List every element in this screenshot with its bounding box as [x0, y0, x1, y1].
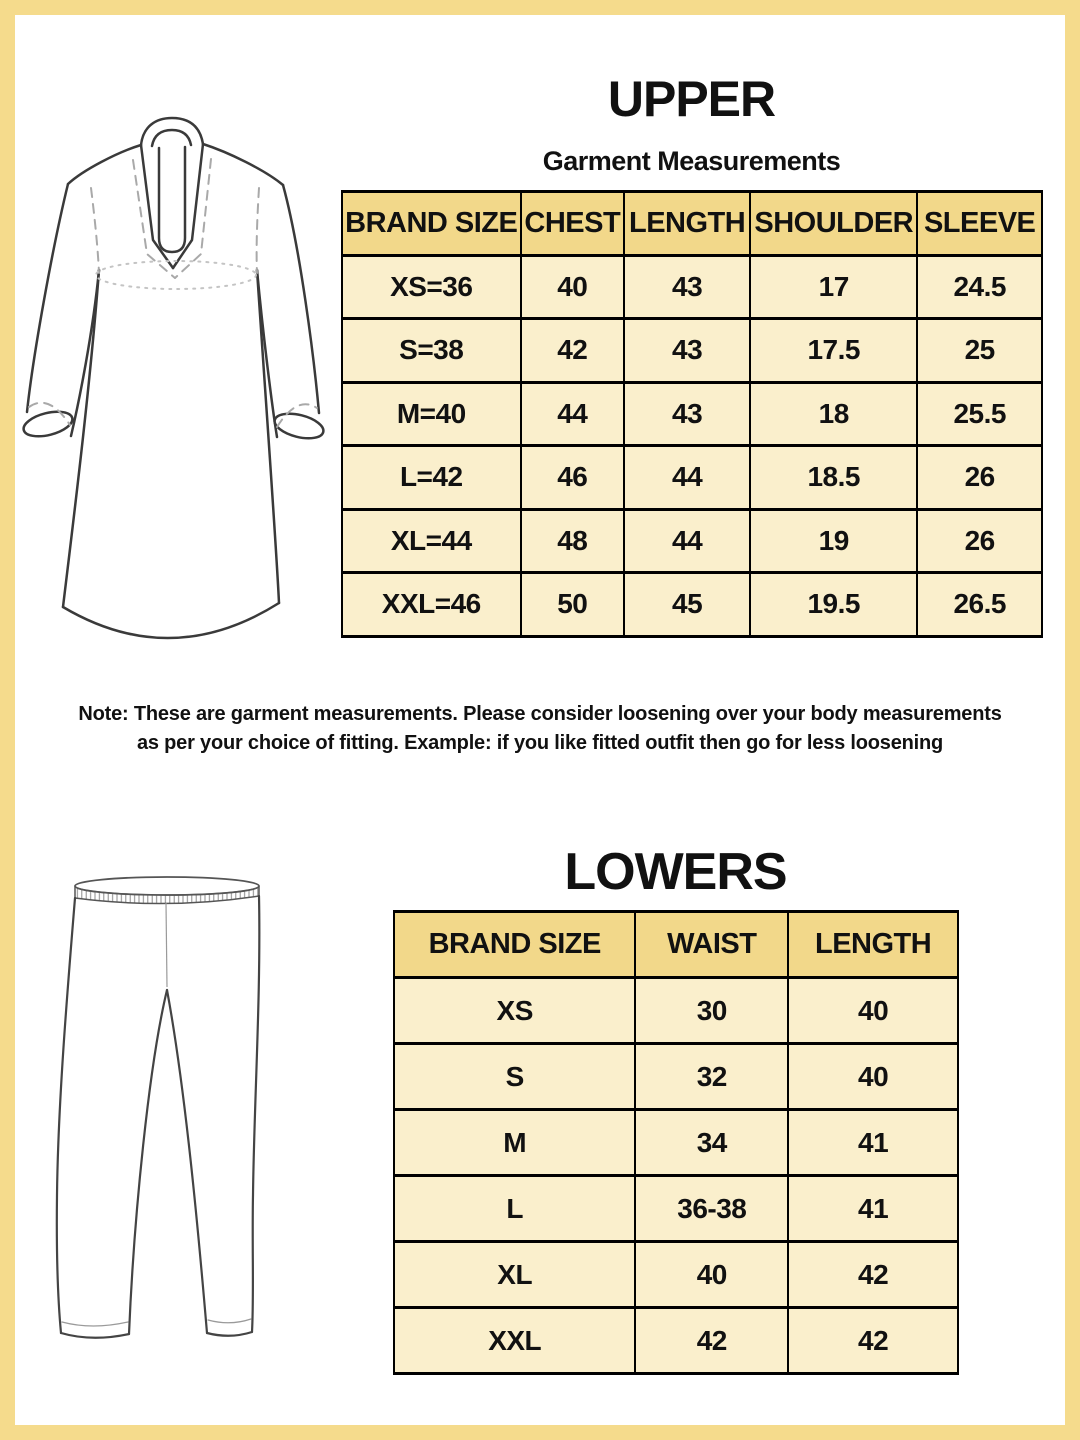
measurement-cell: 43	[624, 255, 750, 319]
table-row	[342, 319, 1042, 383]
pants-left-cuff-line	[62, 1322, 128, 1326]
column-header: SLEEVE	[917, 192, 1042, 256]
column-header: BRAND SIZE	[342, 192, 521, 256]
header-row	[342, 192, 1042, 256]
measurement-cell: 25	[917, 319, 1042, 383]
lowers-measurements-table-wrap	[393, 910, 959, 1375]
pants-right-outer-leg	[252, 896, 259, 1332]
table-row	[394, 1242, 958, 1308]
upper-section-title: UPPER	[607, 71, 776, 127]
measurement-cell: 42	[788, 1308, 958, 1374]
pants-left-outer-leg	[57, 898, 75, 1333]
measurement-cell: 44	[521, 382, 625, 446]
kurta-left-sleeve-outer	[27, 184, 68, 412]
measurement-cell: 40	[788, 1044, 958, 1110]
kurta-left-shoulder-line	[68, 145, 141, 184]
kurta-right-sleeve-outer	[283, 185, 319, 413]
pants-left-hem	[61, 1333, 129, 1338]
kurta-left-cuff	[21, 407, 75, 440]
kurta-placket-outer-left	[141, 145, 173, 268]
table-row	[394, 978, 958, 1044]
brand-size-cell: M=40	[342, 382, 521, 446]
measurement-cell: 40	[635, 1242, 788, 1308]
kurta-right-cuff	[272, 409, 326, 442]
pants-right-cuff-line	[208, 1319, 251, 1323]
measurement-cell: 26.5	[917, 573, 1042, 637]
kurta-dashed-armhole-right	[257, 188, 259, 273]
pants-center-front-line	[166, 903, 167, 987]
pants-right-inseam	[167, 990, 207, 1333]
measurement-cell: 24.5	[917, 255, 1042, 319]
table-row	[342, 382, 1042, 446]
measurement-cell: 44	[624, 509, 750, 573]
kurta-placket-outer-right	[173, 144, 203, 268]
measurement-cell: 30	[635, 978, 788, 1044]
kurta-collar-inner	[152, 130, 191, 146]
column-header: CHEST	[521, 192, 625, 256]
measurement-cell: 46	[521, 446, 625, 510]
brand-size-cell: XS=36	[342, 255, 521, 319]
brand-size-cell: XXL=46	[342, 573, 521, 637]
brand-size-cell: M	[394, 1110, 635, 1176]
measurement-cell: 26	[917, 446, 1042, 510]
kurta-left-side	[63, 270, 99, 607]
measurement-cell: 44	[624, 446, 750, 510]
table-row	[342, 446, 1042, 510]
brand-size-cell: S	[394, 1044, 635, 1110]
table-row	[394, 1176, 958, 1242]
measurement-cell: 40	[521, 255, 625, 319]
kurta-collar-outer	[141, 118, 203, 145]
kurta-hem	[63, 603, 279, 638]
measurement-cell: 18	[750, 382, 917, 446]
column-header: LENGTH	[624, 192, 750, 256]
measurement-cell: 42	[788, 1242, 958, 1308]
upper-measurements-table-wrap	[341, 190, 1043, 638]
measurement-cell: 18.5	[750, 446, 917, 510]
table-row	[342, 509, 1042, 573]
brand-size-cell: S=38	[342, 319, 521, 383]
measurement-cell: 40	[788, 978, 958, 1044]
measurement-cell: 36-38	[635, 1176, 788, 1242]
measurement-cell: 17	[750, 255, 917, 319]
column-header: SHOULDER	[750, 192, 917, 256]
column-header: LENGTH	[788, 912, 958, 978]
measurement-cell: 43	[624, 319, 750, 383]
measurement-cell: 26	[917, 509, 1042, 573]
kurta-dashed-armhole-left	[91, 188, 99, 273]
table-row	[394, 1044, 958, 1110]
measurement-cell: 25.5	[917, 382, 1042, 446]
measurement-cell: 19	[750, 509, 917, 573]
table-row	[394, 1308, 958, 1374]
measurement-note	[35, 700, 1045, 758]
table-row	[342, 255, 1042, 319]
brand-size-cell: L=42	[342, 446, 521, 510]
lowers-section-title: LOWERS	[564, 843, 787, 901]
measurement-cell: 41	[788, 1110, 958, 1176]
pants-left-inseam	[129, 990, 167, 1334]
kurta-dashed-yoke-right	[175, 159, 211, 278]
kurta-right-shoulder-line	[203, 144, 283, 185]
brand-size-cell: XL=44	[342, 509, 521, 573]
measurement-cell: 50	[521, 573, 625, 637]
pants-waistband-rim	[75, 877, 259, 895]
brand-size-cell: XL	[394, 1242, 635, 1308]
kurta-placket-inner	[159, 147, 185, 252]
pants-illustration	[40, 865, 272, 1357]
header-row	[394, 912, 958, 978]
measurement-cell: 43	[624, 382, 750, 446]
upper-section-subtitle: Garment Measurements	[542, 146, 841, 176]
note-line-2: as per your choice of fitting. Example: if you like fitted outfit then go for less loosening	[136, 732, 944, 754]
pants-right-hem	[207, 1332, 252, 1336]
note-line-1: Note: These are garment measurements. Please consider loosening over your body measurements	[78, 703, 1002, 725]
brand-size-cell: XXL	[394, 1308, 635, 1374]
brand-size-cell: XS	[394, 978, 635, 1044]
measurement-cell: 32	[635, 1044, 788, 1110]
table-row	[394, 1110, 958, 1176]
table-row	[342, 573, 1042, 637]
measurement-cell: 45	[624, 573, 750, 637]
kurta-illustration	[13, 110, 353, 670]
measurement-cell: 19.5	[750, 573, 917, 637]
measurement-cell: 42	[635, 1308, 788, 1374]
column-header: WAIST	[635, 912, 788, 978]
measurement-cell: 42	[521, 319, 625, 383]
measurement-cell: 41	[788, 1176, 958, 1242]
lowers-measurements-table	[393, 910, 959, 1375]
measurement-cell: 17.5	[750, 319, 917, 383]
upper-measurements-table	[341, 190, 1043, 638]
brand-size-cell: L	[394, 1176, 635, 1242]
measurement-cell: 34	[635, 1110, 788, 1176]
column-header: BRAND SIZE	[394, 912, 635, 978]
measurement-cell: 48	[521, 509, 625, 573]
